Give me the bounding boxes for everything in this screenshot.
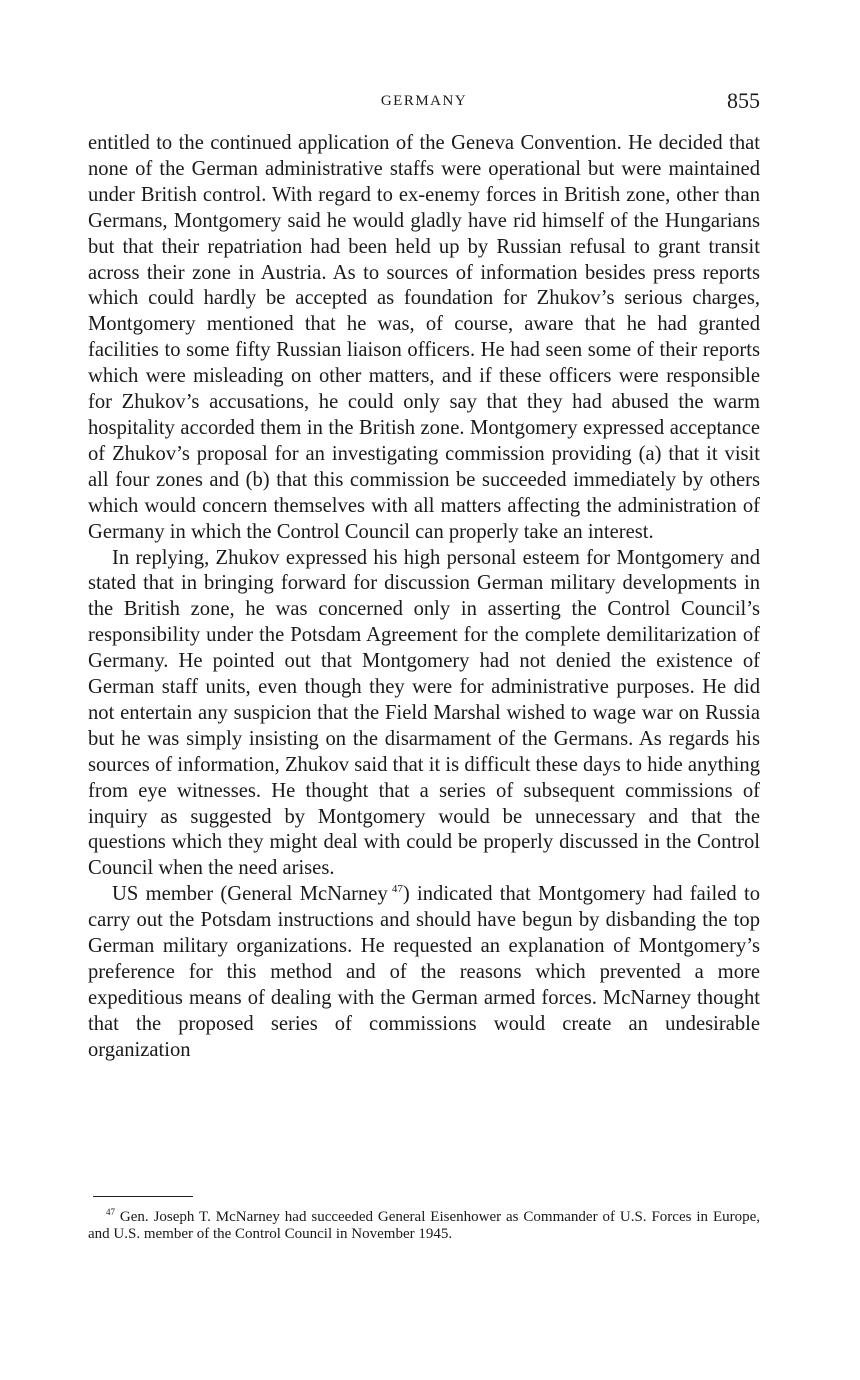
paragraph-3-text-start: US member (General McNarney (112, 883, 388, 906)
page-number: 855 (727, 88, 760, 113)
footnote-reference: 47 (391, 883, 403, 896)
footnote (88, 1209, 760, 1243)
paragraph-2: In replying, Zhukov expressed his high personal esteem for Montgomery and stated that in bringing forward for discussion German military developments in the British zone, he was concerned only in asserting the Control Council’s responsibility under the Potsdam Agreement for the complete demilitarization of Germany. He pointed out that Montgomery had not denied the existence of German staff units, even though they were for administrative purposes. He did not entertain any suspicion that the Field Marshal wished to wage war on Russia but he was simply insisting on the disarmament of the Germans. As regards his sources of information, Zhukov said that it is difficult these days to hide anything from eye witnesses. He thought that a series of subsequent commissions of inquiry as suggested by Montgomery would be unnecessary and that the questions which they might deal with could be properly discussed in the Control Council when the need arises. (88, 546, 760, 880)
footnote-divider (93, 1196, 193, 1197)
footnote-number: 47 (106, 1207, 115, 1217)
footnote-text: Gen. Joseph T. McNarney had succeeded General Eisenhower as Commander of U.S. Forces in Europe, and U.S. member of the Control Council in November 1945. (88, 1209, 761, 1242)
paragraph-3-text-end: ) indicated that Montgomery had failed to carry out the Potsdam instructions and should have begun by disbanding the top German military organizations. He requested an explanation of Montgomery’s preference for this method and of the reasons which prevented a more expeditious means of dealing with the German armed forces. McNarney thought that the proposed series of commissions would create an undesirable organization (88, 883, 760, 1061)
page-header (88, 88, 760, 118)
paragraph-1: entitled to the continued application of the Geneva Convention. He decided that none of the German administrative staffs were operational but were maintained under British control. With regard to ex-enemy forces in British zone, other than Germans, Montgomery said he would gladly have rid himself of the Hungarians but that their repatriation had been held up by Russian refusal to grant transit across their zone in Austria. As to sources of information besides press reports which could hardly be accepted as foundation for Zhukov’s serious charges, Montgomery mentioned that he was, of course, aware that he had granted facilities to some fifty Russian liaison officers. He had seen some of their reports which were misleading on other matters, and if these officers were responsible for Zhukov’s accusations, he could only say that they had abused the warm hospitality accorded them in the British zone. Montgomery expressed acceptance of Zhukov’s proposal for an investigating commission providing (a) that it visit all four zones and (b) that this commission be succeeded immediately by others which would concern themselves with all matters affecting the administration of Germany in which the Control Council can properly take an interest. (88, 132, 760, 543)
body-text (88, 131, 760, 1064)
running-head: GERMANY (380, 93, 468, 109)
paragraph-3 (88, 882, 760, 1063)
